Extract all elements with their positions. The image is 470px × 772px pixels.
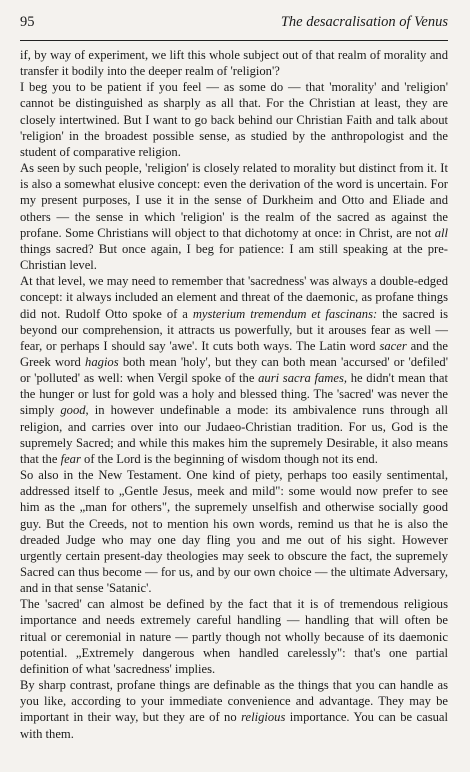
paragraph — [20, 467, 448, 596]
text-run: importance. You can be casual with them. — [20, 710, 448, 741]
text-run: At that level, we may need to remember that 'sacredness' was always a double-edged concept: it always included an element and threat of the daemonic, as profane things did not. Rudolf Otto spoke of a — [20, 274, 448, 321]
text-run: So also in the New Testament. One kind of piety, perhaps too easily sentimental, addressed itself to „Gentle Jesus, meek and mild": some would now prefer to see him as the „man for others", the supremely unselfish and otherwise socially good guy. But the Creeds, not to mention his own words, remind us that he is also the dreaded Judge who may one day fling you and me out of his sight. However urgently certain present-day theologies may seek to obscure the fact, the supremely Sacred can thus become — for us, and by our own choice — the ultimate Adversary, and in that sense 'Satanic'. — [20, 468, 448, 596]
paragraph — [20, 596, 448, 677]
italic-text: religious — [241, 710, 286, 725]
italic-text: mysterium tremendum et fascinans: — [192, 306, 378, 321]
text-run: he didn't mean that the hunger or lust for gold was a holy and blessed thing. The 'sacred' was never the simply — [20, 371, 449, 418]
running-title: The desacralisation of Venus — [280, 14, 448, 30]
text-run: As seen by such people, 'religion' is closely related to morality but distinct from it. It is also a somewhat elusive concept: even the derivation of the word is uncertain. For my present purposes, I use it in the sense of Durkheim and Otto and Eliade and others — the sense in which 'religion' is the realm of the sacred as against the profane. Some Christians will object to that dichotomy at once: in Christ, are not — [20, 161, 448, 240]
running-header — [20, 14, 448, 40]
paragraph — [20, 79, 448, 160]
body-text — [20, 47, 448, 742]
text-run: and the Greek word — [20, 338, 448, 369]
italic-text: fear — [60, 451, 81, 466]
text-run: By sharp contrast, profane things are definable as the things that you can handle as you like, according to your immediate convenience and advantage. They may be important in their way, but they are of no — [20, 678, 448, 725]
italic-text: sacer — [379, 338, 407, 353]
italic-text: hagios — [85, 354, 119, 369]
header-rule — [20, 40, 448, 41]
text-run: the sacred is beyond our comprehension, it attracts us powerfully, but it arouses fear as well — fear, or perhaps I should say 'awe'. It cuts both ways. The Latin word — [20, 306, 448, 353]
italic-text: good — [60, 403, 86, 418]
paragraph — [20, 47, 448, 79]
text-run: I beg you to be patient if you feel — as some do — that 'morality' and 'religion' cannot be distinguished as sharply as all that. For the Christian at least, they are closely intertwined. But I want to go back behind our Christian Faith and talk about 'religion' in the broadest possible sense, as studied by the anthropologist and the student of comparative religion. — [20, 80, 448, 159]
italic-text: all — [434, 225, 448, 240]
text-run: if, by way of experiment, we lift this whole subject out of that realm of morality and transfer it bodily into the deeper realm of 'religion'? — [20, 48, 448, 79]
text-run: both mean 'holy', but they can both mean 'accursed' or 'defiled' or 'polluted' as well: when Vergil spoke of the — [20, 354, 448, 386]
paragraph — [20, 677, 448, 742]
text-run: , in however undefinable a mode: its ambivalence runs through all religion, and carries over into our Judaeo-Christian tradition. For us, God is the supremely Sacred; and while this makes him the supremely Desirable, it also means that the — [20, 403, 448, 466]
text-run: The 'sacred' can almost be defined by the fact that it is of tremendous religious importance and needs extremely careful handling — handling that will often be ritual or ceremonial in nature — partly though not wholly because of its daemonic potential. „Extremely dangerous when handled carelessly": that's one partial definition of what 'sacredness' implies. — [20, 597, 448, 676]
paragraph — [20, 273, 448, 467]
text-run: things sacred? But once again, I beg for patience: I am still speaking at the pre-Christian level. — [20, 241, 448, 273]
page-number: 95 — [20, 14, 35, 30]
paragraph — [20, 160, 448, 273]
text-run: of the Lord is the beginning of wisdom though not its end. — [80, 451, 378, 466]
italic-text: auri sacra fames, — [258, 371, 348, 386]
